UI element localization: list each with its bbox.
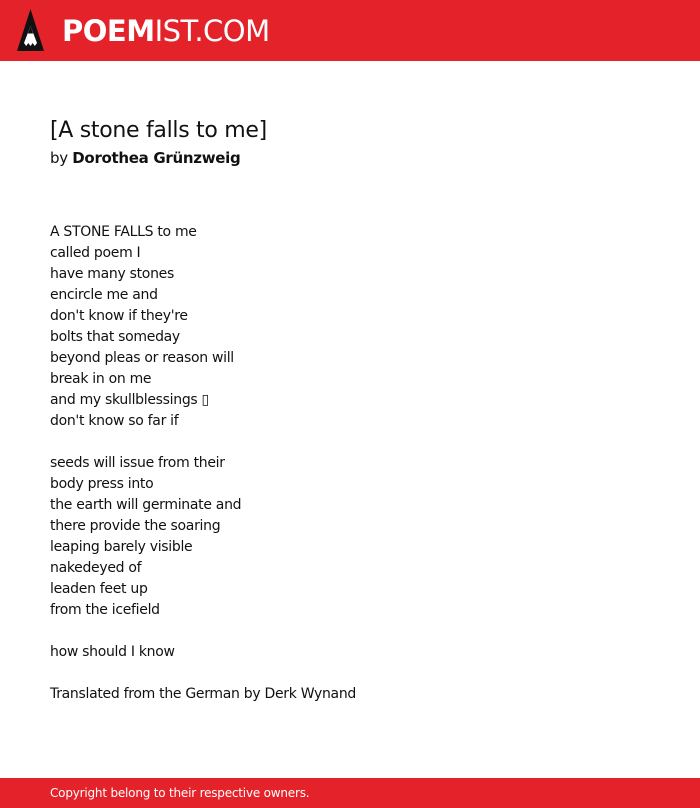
- poem-line: called poem I: [50, 245, 141, 261]
- poem-line: leaping barely visible: [50, 539, 193, 555]
- poem-line: there provide the soaring: [50, 518, 221, 534]
- poem-line: encircle me and: [50, 287, 158, 303]
- poem-line: the earth will germinate and: [50, 497, 242, 513]
- poem-line: and my skullblessings ▯: [50, 392, 209, 408]
- poem-body: [50, 222, 650, 705]
- poem-line: beyond pleas or reason will: [50, 350, 234, 366]
- poem-line: break in on me: [50, 371, 152, 387]
- poem-line: seeds will issue from their: [50, 455, 225, 471]
- poem-line: leaden feet up: [50, 581, 148, 597]
- byline: [50, 146, 650, 170]
- poem-line: nakedeyed of: [50, 560, 142, 576]
- logo-bold-text: POEM: [62, 14, 155, 48]
- poem-content: [50, 116, 650, 726]
- poem-line: body press into: [50, 476, 154, 492]
- site-footer: [0, 778, 700, 808]
- byline-label: by: [50, 149, 68, 167]
- stanza: [50, 222, 650, 432]
- poem-line: don't know if they're: [50, 308, 188, 324]
- translation-note: [50, 684, 650, 705]
- stanza: [50, 642, 650, 663]
- pencil-tip-icon[interactable]: [17, 9, 44, 51]
- logo-light-text: IST.COM: [154, 14, 270, 48]
- translator-credit: Translated from the German by Derk Wynand: [50, 686, 356, 702]
- site-header: [0, 0, 700, 61]
- poem-line: don't know so far if: [50, 413, 179, 429]
- author-name: Dorothea Grünzweig: [72, 149, 241, 167]
- poem-line: how should I know: [50, 644, 175, 660]
- poem-line: bolts that someday: [50, 329, 180, 345]
- stanza: [50, 453, 650, 621]
- poem-title: [A stone falls to me]: [50, 118, 267, 143]
- poem-line: from the icefield: [50, 602, 160, 618]
- copyright-text: Copyright belong to their respective owners.: [50, 786, 310, 800]
- poem-line: A STONE FALLS to me: [50, 224, 197, 240]
- site-logo[interactable]: [62, 13, 270, 49]
- poem-line: have many stones: [50, 266, 174, 282]
